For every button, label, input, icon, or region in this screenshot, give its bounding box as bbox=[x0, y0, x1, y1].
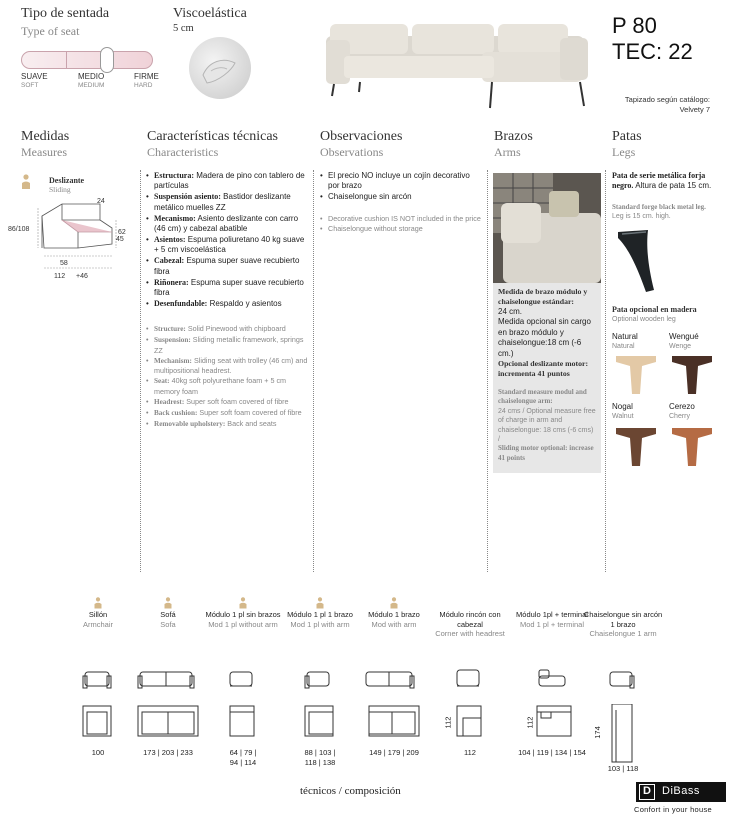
seat-type-title-en: Type of seat bbox=[21, 24, 80, 38]
module-sizes: 64 | 79 | 94 | 114 bbox=[229, 748, 257, 767]
characteristics-en-list bbox=[146, 324, 310, 430]
module-sizes: 103 | 118 bbox=[607, 764, 639, 773]
module-name: Chaiselongue sin arcón 1 brazo bbox=[583, 610, 663, 629]
brand-logo: D DiBass bbox=[636, 782, 726, 802]
characteristic-item bbox=[146, 408, 310, 419]
characteristic-item bbox=[146, 214, 310, 235]
characteristic-text: Solid Pinewood with chipboard bbox=[187, 324, 286, 333]
measures-type: Deslizante bbox=[49, 176, 85, 185]
module-name: Módulo rincón con cabezal bbox=[439, 610, 501, 629]
module-name-en: Mod 1 pl without arm bbox=[208, 619, 278, 629]
foam-size: 5 cm bbox=[173, 23, 194, 34]
characteristic-item bbox=[146, 419, 310, 430]
characteristic-label: Asientos: bbox=[154, 234, 186, 244]
characteristic-text: Espuma super suave recubierto fibra bbox=[154, 277, 304, 297]
characteristic-label: Back cushion: bbox=[154, 409, 198, 418]
observations-es-list bbox=[320, 171, 482, 203]
characteristic-text: Espuma poliuretano 40 kg suave + 5 cm viscoelástica bbox=[154, 234, 305, 255]
tec-code: TEC: 22 bbox=[612, 39, 693, 64]
level-medium: MEDIO MEDIUM bbox=[78, 72, 105, 89]
module-name: Sofá bbox=[160, 610, 176, 619]
module-plan-view bbox=[77, 704, 119, 738]
characteristic-label: Estructura: bbox=[154, 171, 194, 180]
module-name: Sillón bbox=[88, 610, 108, 619]
characteristic-item bbox=[146, 324, 310, 335]
module-depth: 174 bbox=[592, 726, 602, 739]
module-plan-view bbox=[602, 704, 644, 764]
module-front-view bbox=[602, 666, 644, 692]
sofa-image bbox=[322, 10, 592, 110]
module-item bbox=[126, 596, 210, 757]
module-name: Módulo 1pl + terminal bbox=[516, 610, 588, 619]
characteristic-text: Sliding seat with trolley (46 cm) and multipositional headrest. bbox=[154, 355, 308, 376]
seat-firmness-slider bbox=[21, 51, 153, 69]
module-front-view bbox=[136, 666, 200, 692]
characteristic-label: Structure: bbox=[154, 325, 186, 333]
module-name: Módulo 1 brazo bbox=[368, 610, 420, 619]
characteristic-text: Respaldo y asientos bbox=[209, 298, 282, 308]
leg-finish-natural: Natural Natural bbox=[612, 332, 638, 350]
module-front-view bbox=[531, 666, 573, 692]
module-name-en: Sofa bbox=[160, 619, 176, 629]
column-divider bbox=[487, 170, 488, 572]
characteristic-text: Super soft foam covered of fibre bbox=[199, 408, 302, 418]
module-name-en: Mod with arm bbox=[371, 619, 417, 629]
characteristic-label: Cabezal: bbox=[154, 256, 185, 266]
characteristic-text: Espuma super suave recubierto fibra bbox=[154, 256, 300, 276]
characteristic-item bbox=[146, 171, 310, 192]
person-icon bbox=[94, 596, 102, 608]
module-name-en: Chaiselongue 1 arm bbox=[589, 629, 657, 638]
characteristic-text: Back and seats bbox=[227, 419, 277, 429]
characteristic-text: Sliding metallic framework, springs ZZ bbox=[154, 335, 304, 355]
fabric-note: Tapizado según catálogo: Velvety 7 bbox=[624, 95, 710, 114]
module-depth: 112 bbox=[443, 716, 453, 729]
dim-height: 86/108 bbox=[8, 226, 30, 233]
characteristic-label: Riñonera: bbox=[154, 277, 189, 287]
legs-standard-text: Pata de serie metálica forja negro. Altura de pata 15 cm. bbox=[612, 171, 712, 191]
module-item bbox=[581, 596, 665, 773]
module-item bbox=[428, 596, 512, 757]
measures-type-en: Sliding bbox=[49, 185, 71, 194]
wood-leg-natural-image bbox=[612, 352, 660, 398]
seat-firmness-knob bbox=[100, 47, 114, 73]
level-hard: FIRME HARD bbox=[134, 72, 159, 89]
person-icon bbox=[239, 596, 247, 608]
module-name: Módulo 1 pl 1 brazo bbox=[287, 610, 353, 619]
module-sizes: 112 bbox=[464, 748, 476, 757]
characteristic-item bbox=[146, 299, 310, 309]
module-name-en: Mod 1 pl + terminal bbox=[520, 619, 584, 629]
leg-finish-walnut: Nogal Walnut bbox=[612, 402, 634, 420]
seat-type-title: Tipo de sentada bbox=[21, 6, 110, 21]
characteristic-label: Headrest: bbox=[154, 398, 185, 407]
characteristic-text: Madera de pino con tablero de partículas bbox=[154, 171, 305, 191]
wood-leg-walnut-image bbox=[612, 424, 660, 470]
observations-header: Observaciones Observations bbox=[320, 129, 403, 159]
module-plan-view bbox=[299, 704, 341, 738]
price-code: P 80 bbox=[612, 13, 657, 38]
characteristics-header: Características técnicas Characteristics bbox=[147, 129, 278, 159]
characteristic-item bbox=[146, 192, 310, 213]
footer-text: técnicos / composición bbox=[300, 785, 401, 797]
dim-depth: 58 bbox=[60, 260, 68, 267]
characteristic-text: Bastidor deslizante metálico muelles ZZ bbox=[154, 192, 291, 212]
brand-slogan: Confort in your house bbox=[634, 805, 713, 814]
wood-leg-wenge-image bbox=[668, 352, 716, 398]
characteristic-label: Mechanism: bbox=[154, 356, 192, 365]
dim-seat-height: 45 bbox=[116, 236, 124, 243]
characteristic-label: Mecanismo: bbox=[154, 213, 196, 223]
dim-width: 112 bbox=[54, 273, 66, 280]
module-sizes: 88 | 103 | 118 | 138 bbox=[304, 748, 336, 767]
legs-optional-title: Pata opcional en madera bbox=[612, 305, 697, 314]
module-name: Módulo 1 pl sin brazos bbox=[205, 610, 281, 619]
characteristic-item bbox=[146, 256, 310, 277]
characteristic-label: Seat: bbox=[154, 377, 170, 386]
module-depth: 112 bbox=[525, 716, 535, 729]
module-front-view bbox=[222, 666, 264, 692]
module-plan-view bbox=[136, 704, 200, 738]
legs-header: Patas Legs bbox=[612, 129, 642, 159]
module-plan-view bbox=[367, 704, 421, 738]
characteristic-text: 40kg soft polyurethane foam + 5 cm memory foam bbox=[154, 376, 287, 397]
characteristic-item bbox=[146, 335, 310, 355]
characteristic-item bbox=[146, 235, 310, 256]
observation-item-en: • Chaiselongue without storage bbox=[320, 224, 482, 234]
observation-item-en: • Decorative cushion IS NOT included in the price bbox=[320, 214, 482, 224]
wood-leg-cherry-image bbox=[668, 424, 716, 470]
module-front-view bbox=[299, 666, 341, 692]
module-sizes: 149 | 179 | 209 bbox=[369, 748, 419, 757]
foam-title: Viscoelástica bbox=[173, 6, 247, 21]
foam-image bbox=[189, 37, 251, 99]
arms-header: Brazos Arms bbox=[494, 129, 533, 159]
characteristic-text: Asiento deslizante con carro (46 cm) y cabezal abatible bbox=[154, 213, 299, 234]
characteristic-item bbox=[146, 376, 310, 396]
observation-item: • Chaiselongue sin arcón bbox=[320, 192, 482, 202]
characteristic-label: Suspensión asiento: bbox=[154, 192, 221, 202]
module-name-en: Corner with headrest bbox=[435, 629, 505, 638]
module-sizes: 104 | 119 | 134 | 154 bbox=[518, 748, 586, 757]
characteristic-label: Desenfundable: bbox=[154, 298, 208, 308]
characteristic-label: Suspension: bbox=[154, 336, 191, 345]
module-front-view bbox=[362, 666, 426, 692]
module-front-view bbox=[77, 666, 119, 692]
person-icon bbox=[316, 596, 324, 608]
level-soft: SUAVE SOFT bbox=[21, 72, 48, 89]
dim-arm: 24 bbox=[97, 198, 105, 205]
module-plan-view bbox=[449, 704, 491, 738]
characteristic-label: Removable upholstery: bbox=[154, 420, 226, 429]
legs-optional-title-en: Optional wooden leg bbox=[612, 316, 676, 323]
arms-info-box: Medida de brazo módulo y chaiselongue estándar: 24 cm. Medida opcional sin cargo en brazo módulo y chaiselongue:18 cm (-6 cm.) Opcional deslizante motor: incrementa 41 puntos Standard measure modul and chaiselongue arm: 24 cms / Optional measure free of charge in arm and chaiselongue: 18 cms (-6 cms) / Sliding motor optional: increase 41 points bbox=[493, 283, 601, 473]
module-plan-view bbox=[222, 704, 264, 738]
person-icon bbox=[164, 596, 172, 608]
dim-plus: +46 bbox=[76, 273, 88, 280]
slider-tick bbox=[66, 51, 67, 69]
module-item bbox=[352, 596, 436, 757]
module-front-view bbox=[449, 666, 491, 692]
column-divider bbox=[605, 170, 606, 572]
module-name-en: Armchair bbox=[82, 619, 113, 629]
characteristic-item bbox=[146, 397, 310, 408]
measures-header: Medidas Measures bbox=[21, 129, 70, 159]
column-divider bbox=[313, 170, 314, 572]
module-name-en: Mod 1 pl with arm bbox=[290, 619, 350, 629]
module-item bbox=[201, 596, 285, 767]
module-sizes: 173 | 203 | 233 bbox=[143, 748, 193, 757]
legs-standard-text-en: Standard forge black metal leg. Leg is 15 cm. high. bbox=[612, 203, 706, 221]
person-icon bbox=[390, 596, 398, 608]
observation-item: • El precio NO incluye un cojín decorativo por brazo bbox=[320, 171, 482, 192]
person-icon bbox=[21, 174, 31, 195]
characteristic-text: Super soft foam covered of fibre bbox=[186, 397, 289, 407]
characteristic-item bbox=[146, 356, 310, 376]
arm-photo bbox=[493, 173, 601, 283]
characteristic-item bbox=[146, 278, 310, 299]
column-divider bbox=[140, 170, 141, 572]
module-sizes: 100 bbox=[91, 748, 105, 757]
metal-leg-image bbox=[616, 226, 666, 301]
observations-en-list bbox=[320, 214, 482, 234]
leg-finish-cherry: Cerezo Cherry bbox=[669, 402, 695, 420]
module-item bbox=[278, 596, 362, 767]
leg-finish-wenge: Wengué Wenge bbox=[669, 332, 699, 350]
module-plan-view bbox=[531, 704, 573, 738]
characteristics-es-list bbox=[146, 171, 310, 310]
dim-back: 62 bbox=[118, 229, 126, 236]
